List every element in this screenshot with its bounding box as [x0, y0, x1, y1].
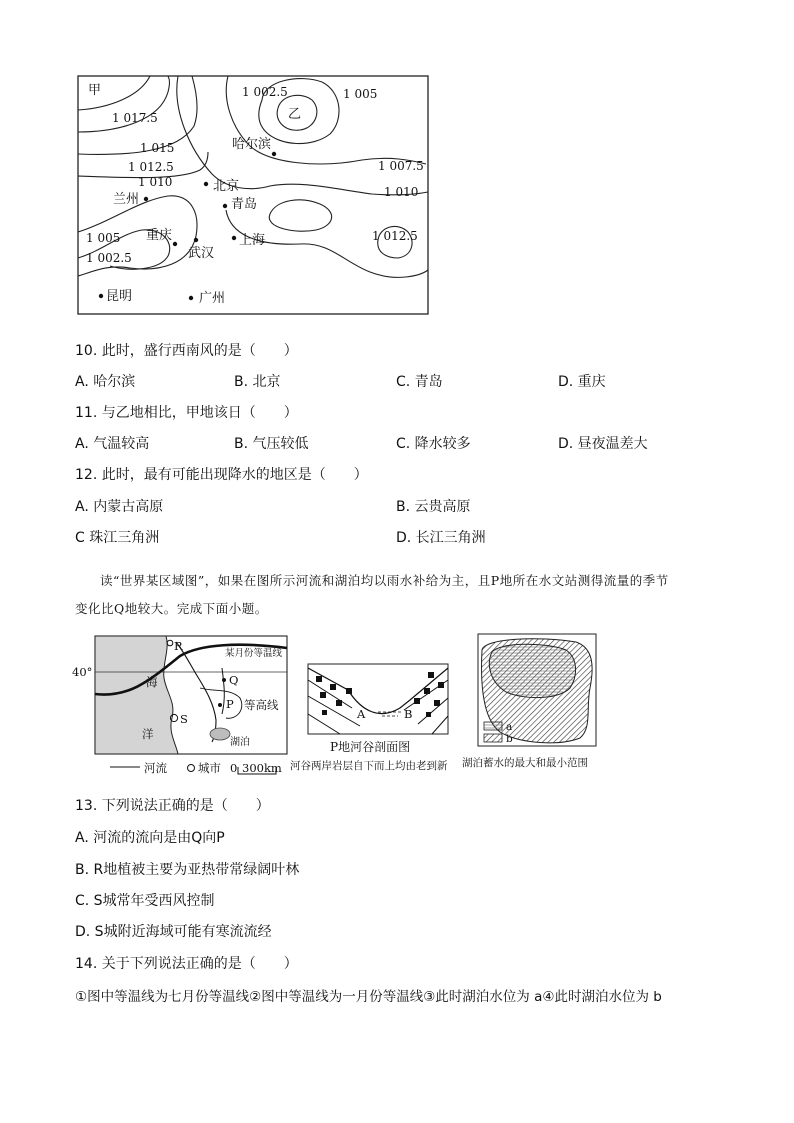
intro-line-2: 变化比Q地较大。完成下面小题。: [75, 601, 268, 616]
legend-city-marker: [188, 765, 195, 772]
legend-b-swatch: [484, 734, 502, 742]
sea-label: 海: [146, 675, 158, 689]
isobar-label-1002-5-left: 1 002.5: [86, 251, 132, 265]
lake-shape: [210, 728, 230, 740]
ocean-label: 洋: [142, 727, 154, 741]
legend-a-label: a: [506, 721, 513, 733]
lat-label: 40°: [72, 665, 93, 679]
q10-option-d[interactable]: D. 重庆: [558, 374, 606, 390]
q13-option-c[interactable]: C. S城常年受西风控制: [75, 893, 215, 909]
q11-option-c[interactable]: C. 降水较多: [396, 436, 471, 452]
lake-min-range: [489, 644, 575, 697]
q12-option-b[interactable]: B. 云贵高原: [396, 499, 471, 515]
legend-city-label: 城市: [198, 761, 221, 775]
q12-option-c[interactable]: C 珠江三角洲: [75, 530, 160, 546]
qingdao-dot: [223, 204, 227, 208]
q12-option-a[interactable]: A. 内蒙古高原: [75, 499, 164, 515]
q10-option-b[interactable]: B. 北京: [234, 374, 281, 390]
q11-option-d[interactable]: D. 昼夜温差大: [558, 436, 648, 452]
label-guangzhou: 广州: [199, 291, 226, 306]
q14-statements: ①图中等温线为七月份等温线②图中等温线为一月份等温线③此时湖泊水位为 a④此时湖泊水位为 b: [75, 989, 662, 1005]
isobar-label-1017-5: 1 017.5: [112, 111, 158, 125]
q10-option-c[interactable]: C. 青岛: [396, 374, 443, 390]
shanghai-dot: [232, 236, 236, 240]
isobar-label-1012-5: 1 012.5: [128, 160, 174, 174]
legend-river-label: 河流: [144, 761, 167, 775]
chongqing-dot: [173, 242, 177, 246]
wuhan-dot: [194, 238, 198, 242]
label-harbin: 哈尔滨: [232, 137, 272, 152]
lake-map: [462, 634, 596, 769]
label-lanzhou: 兰州: [113, 192, 140, 207]
lanzhou-dot: [144, 197, 148, 201]
question-10-stem: 10. 此时，盛行西南风的是（ ）: [75, 343, 298, 359]
label-qingdao: 青岛: [231, 197, 258, 212]
label-shanghai: 上海: [239, 233, 266, 248]
question-14-stem: 14. 关于下列说法正确的是（ ）: [75, 956, 298, 972]
point-q-dot: [222, 678, 226, 682]
label-jia: 甲: [88, 83, 102, 98]
s-label: S: [180, 712, 188, 726]
valley-label-b: B: [404, 707, 413, 721]
legend-a-swatch: [484, 722, 502, 730]
legend-b-label: b: [506, 733, 513, 745]
isobar-label-1010-right: 1 010: [384, 185, 419, 199]
isobar-label-1005-left: 1 005: [86, 231, 121, 245]
isobar-label-1015: 1 015: [140, 141, 175, 155]
question-12-stem: 12. 此时，最有可能出现降水的地区是（ ）: [75, 467, 368, 483]
isobar-label-1010-left: 1 010: [138, 175, 173, 189]
isobar-1010: [177, 76, 428, 195]
q10-option-a[interactable]: A. 哈尔滨: [75, 374, 136, 390]
q11-option-b[interactable]: B. 气压较低: [234, 436, 309, 452]
question-13-stem: 13. 下列说法正确的是（ ）: [75, 798, 270, 814]
beijing-dot: [204, 182, 208, 186]
label-kunming: 昆明: [106, 289, 133, 304]
q13-option-a[interactable]: A. 河流的流向是由Q向P: [75, 830, 225, 846]
label-beijing: 北京: [213, 179, 240, 194]
isobar-label-1012-5-right: 1 012.5: [372, 229, 418, 243]
q-label: Q: [229, 673, 239, 687]
scale-value: 300km: [242, 761, 282, 775]
kunming-dot: [99, 294, 103, 298]
isobar-label-1002-5-top: 1 002.5: [242, 85, 288, 99]
isotherm-label: 某月份等温线: [225, 648, 283, 659]
lake-map-caption: 湖泊蓄水的最大和最小范围: [462, 757, 588, 769]
valley-label-a: A: [357, 707, 366, 721]
p-label: P: [226, 697, 234, 711]
isobar-label-1005-top: 1 005: [343, 87, 378, 101]
isobar-east-closed: [269, 200, 331, 231]
q11-option-a[interactable]: A. 气温较高: [75, 436, 150, 452]
label-yi: 乙: [288, 107, 302, 122]
valley-caption: 河谷两岸岩层自下而上均由老到新: [290, 760, 448, 772]
isobar-label-1007-5: 1 007.5: [378, 159, 424, 173]
region-map: [72, 636, 287, 775]
figure-row: [0, 628, 794, 778]
r-label: R: [174, 639, 183, 653]
label-wuhan: 武汉: [188, 246, 215, 261]
valley-profile: [290, 664, 448, 772]
valley-title: P地河谷剖面图: [330, 740, 411, 754]
lake-label: 湖泊: [230, 737, 250, 748]
scale-zero: 0: [230, 761, 238, 775]
isobar-map: [0, 0, 794, 330]
contour-label: 等高线: [244, 698, 279, 712]
question-11-stem: 11. 与乙地相比，甲地该日（ ）: [75, 405, 298, 421]
point-p-dot: [218, 703, 222, 707]
harbin-dot: [272, 152, 276, 156]
guangzhou-dot: [189, 296, 193, 300]
q12-option-d[interactable]: D. 长江三角洲: [396, 530, 486, 546]
intro-line-1: 读“世界某区域图”，如果在图所示河流和湖泊均以雨水补给为主，且P地所在水文站测得流量的季节: [100, 573, 669, 588]
label-chongqing: 重庆: [146, 228, 173, 243]
q13-option-b[interactable]: B. R地植被主要为亚热带常绿阔叶林: [75, 862, 300, 878]
q13-option-d[interactable]: D. S城附近海域可能有寒流流经: [75, 924, 272, 940]
